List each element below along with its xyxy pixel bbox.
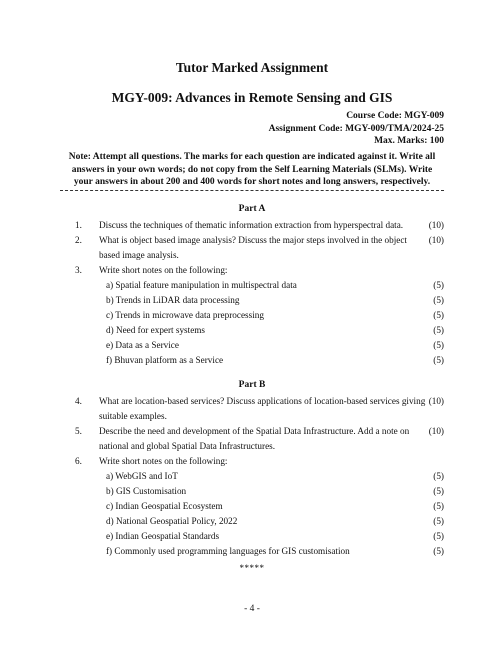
sub-question-marks: (5): [433, 280, 444, 290]
question-text: What is object based image analysis? Discuss the major steps involved in the object: [99, 235, 407, 245]
sub-question-marks: (5): [433, 501, 444, 511]
question-text: Discuss the techniques of thematic information extraction from hyperspectral data.: [99, 220, 404, 230]
question-number: 5.: [75, 426, 82, 436]
sub-question-marks: (5): [433, 355, 444, 365]
question-text-cont: based image analysis.: [99, 250, 179, 260]
question-number: 4.: [75, 396, 82, 406]
sub-question-marks: (5): [433, 546, 444, 556]
sub-question-marks: (5): [433, 310, 444, 320]
sub-question: d) Need for expert systems: [106, 325, 205, 335]
part-a-heading: Part A: [238, 204, 266, 214]
question-marks: (10): [428, 235, 444, 245]
page-title: Tutor Marked Assignment: [175, 60, 329, 75]
sub-question: e) Indian Geospatial Standards: [106, 531, 220, 541]
question-number: 2.: [75, 235, 82, 245]
sub-question-marks: (5): [433, 486, 444, 496]
question-text: Write short notes on the following:: [99, 265, 228, 275]
sub-question: c) Trends in microwave data preprocessing: [106, 310, 264, 320]
sub-question: a) Spatial feature manipulation in multispectral data: [106, 280, 297, 290]
course-title: MGY-009: Advances in Remote Sensing and GIS: [111, 90, 393, 105]
question-text: Write short notes on the following:: [99, 456, 228, 466]
question-marks: (10): [428, 426, 444, 436]
question-number: 6.: [75, 456, 82, 466]
sub-question-marks: (5): [433, 531, 444, 541]
assignment-code: Assignment Code: MGY-009/TMA/2024-25: [268, 123, 444, 134]
course-code: Course Code: MGY-009: [346, 111, 444, 121]
question-number: 1.: [75, 220, 82, 230]
question-text-cont: national and global Spatial Data Infrastructures.: [99, 441, 276, 451]
sub-question-marks: (5): [433, 516, 444, 526]
sub-question: f) Commonly used programming languages for GIS customisation: [106, 546, 350, 556]
question-text: Describe the need and development of the Spatial Data Infrastructure. Add a note on: [99, 426, 410, 436]
sub-question: e) Data as a Service: [106, 340, 179, 350]
question-marks: (10): [428, 396, 444, 406]
sub-question: b) Trends in LiDAR data processing: [106, 295, 240, 305]
sub-question-marks: (5): [433, 340, 444, 350]
sub-question: c) Indian Geospatial Ecosystem: [106, 501, 223, 511]
sub-question: b) GIS Customisation: [106, 486, 187, 496]
divider: [60, 190, 444, 191]
page-number: - 4 -: [244, 604, 260, 614]
question-text: What are location-based services? Discuss applications of location-based services giving: [99, 396, 426, 406]
end-marker: *****: [239, 563, 265, 573]
sub-question-marks: (5): [433, 325, 444, 335]
sub-question-marks: (5): [433, 471, 444, 481]
question-marks: (10): [428, 220, 444, 230]
part-b-heading: Part B: [238, 380, 266, 390]
sub-question: f) Bhuvan platform as a Service: [106, 355, 224, 365]
question-number: 3.: [75, 265, 82, 275]
max-marks: Max. Marks: 100: [374, 136, 444, 146]
sub-question: a) WebGIS and IoT: [106, 471, 178, 481]
sub-question-marks: (5): [433, 295, 444, 305]
instructions-note: Note: Attempt all questions. The marks for each question are indicated against it. Write all answers in your own words; do not copy from the Self Learning Materials (SLMs). Write your answers in about 200 and 400 words for short notes and long answers, respectively.: [68, 152, 436, 187]
course-info: [269, 110, 444, 148]
question-text-cont: suitable examples.: [99, 411, 167, 421]
sub-question: d) National Geospatial Policy, 2022: [106, 516, 238, 526]
